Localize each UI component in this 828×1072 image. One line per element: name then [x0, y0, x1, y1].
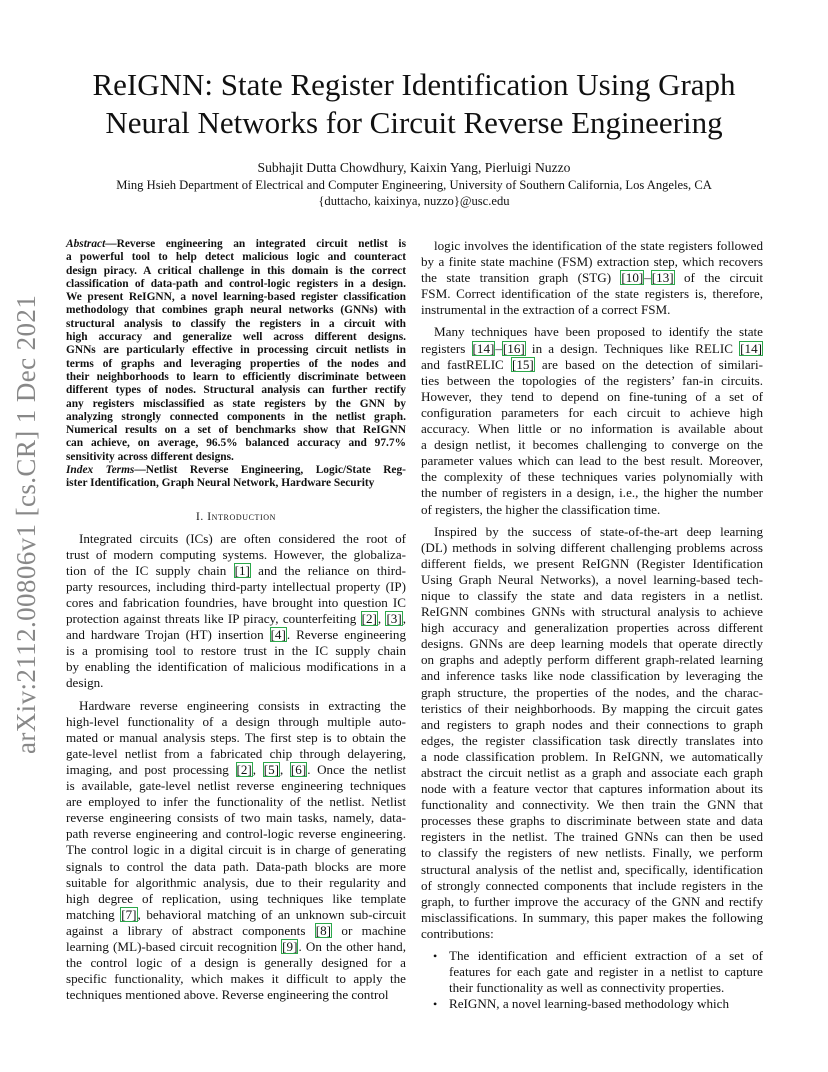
line-text: instrumental in the extraction of a correct FSM. — [421, 302, 671, 318]
line-text: structural analysis to classify the registers in a circuit with — [66, 317, 406, 330]
text-line — [421, 357, 763, 373]
line-text: parameter values which can lead to the best result. Moreover, — [421, 453, 763, 469]
line-text: , — [402, 611, 406, 627]
text-line — [66, 547, 406, 563]
line-text: registers — [421, 340, 472, 356]
text-line — [421, 286, 763, 302]
line-text: high-level functionality of a design through multiple auto- — [66, 713, 406, 729]
text-line — [421, 540, 763, 556]
text-line — [66, 265, 406, 278]
line-text: the number of registers in a design, i.e., the higher the number — [421, 485, 763, 501]
line-text: and inference tasks like node classification by leveraging the — [421, 668, 763, 684]
line-text: a powerful tool to help detect malicious logic and counteract — [66, 251, 406, 264]
text-line — [66, 477, 406, 490]
text-line — [66, 643, 406, 659]
line-text: accuracy. When little or no information is available about — [421, 421, 763, 437]
arxiv-stamp: arXiv:2112.00806v1 [cs.CR] 1 Dec 2021 — [11, 294, 41, 754]
line-text: classification of data-path and control-logic registers in a design. — [66, 277, 406, 290]
line-text: a node classification problem. In ReIGNN, we automatically — [421, 748, 763, 764]
line-text: Integrated circuits (ICs) are often considered the root of — [79, 530, 406, 546]
line-text: mated or manual analysis steps. The first step is to obtain the — [66, 729, 406, 745]
line-text: nique to classify the state and data registers in a netlist. — [421, 587, 763, 603]
line-text: cores and fabrication foundries, have brought into question IC — [66, 595, 406, 611]
text-line — [421, 437, 763, 453]
text-line — [421, 373, 763, 389]
text-line — [66, 939, 406, 955]
line-text: We present ReIGNN, a novel learning-based register classification — [66, 291, 406, 304]
text-line — [421, 910, 763, 926]
line-text: high degree of replication, using techniques like template — [66, 890, 406, 906]
text-line: ReIGNN, a novel learning-based methodology which — [449, 996, 729, 1012]
citation-link[interactable]: [3] — [386, 611, 402, 627]
line-text: methodology that combines graph neural networks (GNNs) with — [66, 304, 406, 317]
line-text: graph, to further improve the accuracy of the GNN and rectify — [421, 893, 763, 909]
line-text: imaging, and post processing — [66, 761, 236, 777]
text-line — [66, 437, 406, 450]
text-line — [66, 531, 406, 547]
text-line — [66, 278, 406, 291]
text-line — [421, 341, 763, 357]
right-column — [421, 238, 763, 1012]
line-text: functionality and connectivity. We then train the GNN that — [421, 797, 763, 813]
line-text: Inspired by the success of state-of-the-art deep learning — [434, 523, 763, 539]
text-line — [421, 238, 763, 254]
text-line — [421, 254, 763, 270]
line-text: Numerical results on a set of benchmarks show that ReIGNN — [66, 424, 406, 437]
text-line — [66, 746, 406, 762]
index-terms-label: Index Terms — [66, 464, 135, 477]
contribution-text — [449, 948, 763, 996]
line-text: (DL) methods in solving different challenging problems across — [421, 539, 763, 555]
line-text: a design netlist, it becomes challenging to converge on the — [421, 437, 763, 453]
text-line — [421, 588, 763, 604]
line-text: Many techniques have been proposed to identify the state — [434, 324, 763, 340]
line-text: registers in the netlist. The trained GNNs can then be used — [421, 829, 763, 845]
line-text: of strongly connected components that include registers in the — [421, 877, 763, 893]
line-text: party resources, including third-party intellectual property (IP) — [66, 578, 406, 594]
bullet-icon: • — [433, 949, 438, 964]
line-text: by enabling the identification of malicious modifications in a — [66, 659, 406, 675]
text-line — [421, 894, 763, 910]
text-line — [421, 453, 763, 469]
text-line — [66, 698, 406, 714]
text-line — [66, 411, 406, 424]
line-text: Using Graph Neural Networks), a novel learning-based tech- — [421, 571, 763, 587]
line-text: gate-level netlist from a fabricated chip through delayering, — [66, 745, 406, 761]
text-line — [66, 730, 406, 746]
author-list: Subhajit Dutta Chowdhury, Kaixin Yang, Pierluigi Nuzzo — [257, 160, 571, 175]
text-line — [66, 987, 406, 1003]
line-text: . On the other hand, — [298, 938, 407, 954]
line-text: techniques mentioned above. Reverse engineering the control — [66, 987, 389, 1003]
text-line — [421, 878, 763, 894]
contribution-item — [421, 948, 763, 996]
text-line — [66, 424, 406, 437]
line-text: teristics of their neighborhoods. By mapping the circuit gates — [421, 700, 763, 716]
text-line — [66, 891, 406, 907]
text-line — [66, 875, 406, 891]
affiliation — [50, 177, 778, 209]
text-line — [421, 389, 763, 405]
title-line-2: Neural Networks for Circuit Reverse Engineering — [105, 105, 723, 140]
text-line — [421, 620, 763, 636]
line-text: design piracy. A critical challenge in this domain is the correct — [66, 264, 406, 277]
text-line — [66, 826, 406, 842]
citation-link[interactable]: [6] — [290, 761, 307, 777]
line-text: is available, gate-level netlist reverse engineering techniques — [66, 778, 406, 794]
line-text: to classify the registers of new netlists. Finally, we perform — [421, 845, 763, 861]
citation-link[interactable]: [13] — [651, 270, 674, 286]
citation-link[interactable]: [14] — [472, 340, 495, 356]
line-text: signals to control the data path. Data-path blocks are more — [66, 858, 406, 874]
line-text: and hardware Trojan (HT) insertion — [66, 627, 270, 643]
line-text: , — [377, 611, 386, 627]
contributions-list — [421, 948, 763, 1012]
text-line: The identification and efficient extraction of a set of — [449, 948, 763, 964]
text-line — [421, 829, 763, 845]
line-text: are based on the detection of similari- — [534, 356, 764, 372]
line-text: design. — [66, 675, 104, 691]
text-line — [66, 627, 406, 643]
affiliation-line: Ming Hsieh Department of Electrical and Computer Engineering, University of Southern California, Los Angeles, CA — [116, 178, 712, 192]
line-text: high accuracy and generalization properties across different — [421, 620, 763, 636]
text-line — [66, 595, 406, 611]
text-line — [66, 344, 406, 357]
text-line — [66, 762, 406, 778]
paper-title — [50, 66, 778, 142]
citation-link[interactable]: [2] — [236, 761, 252, 777]
line-text: different fields, we present ReIGNN (Register Identification — [421, 555, 763, 571]
line-text: specific functionality, which makes it difficult to apply the — [66, 971, 406, 987]
line-text: Hardware reverse engineering consists in extracting the — [79, 697, 406, 713]
citation-link[interactable]: [7] — [121, 906, 137, 922]
line-text: trust of modern computing systems. However, the globaliza- — [66, 546, 406, 562]
text-line — [421, 485, 763, 501]
line-text: —Netlist Reverse Engineering, Logic/State Reg- — [134, 464, 406, 477]
line-text: can achieve, on average, 96.5% balanced accuracy and 97.7% — [66, 437, 406, 450]
line-text: analyzing strongly connected components in the netlist graph. — [66, 410, 406, 423]
text-line — [421, 781, 763, 797]
line-text: edges, the register classification task directly translates into — [421, 732, 763, 748]
line-text: FSM. Correct identification of the state registers is, therefore, — [421, 286, 763, 302]
right-body-text — [421, 238, 763, 942]
citation-link[interactable]: [10] — [621, 270, 644, 286]
text-line — [421, 668, 763, 684]
title-line-1: ReIGNN: State Register Identification Using Graph — [92, 67, 736, 102]
text-line — [421, 502, 763, 518]
line-text: node with a feature vector that captures information about its — [421, 781, 763, 797]
text-line — [421, 524, 763, 540]
line-text: ister Identification, Graph Neural Network, Hardware Security — [66, 477, 375, 490]
line-text: high accuracy and generalize well across different designs. — [66, 331, 406, 344]
line-text: configuration parameters for each circuit to achieve high — [421, 404, 763, 420]
line-text: tion of the IC supply chain — [66, 562, 234, 578]
line-text: , — [252, 761, 263, 777]
text-line — [66, 358, 406, 371]
line-text: , behavioral matching of an unknown sub-circuit — [137, 906, 406, 922]
text-line — [66, 971, 406, 987]
citation-link[interactable]: [8] — [315, 922, 332, 938]
line-text: of registers, the higher the classification time. — [421, 501, 661, 517]
section-heading-introduction — [66, 511, 406, 523]
text-line — [421, 845, 763, 861]
author-emails: {duttacho, kaixinya, nuzzo}@usc.edu — [318, 194, 510, 208]
index-terms — [66, 464, 406, 491]
contribution-item — [421, 996, 763, 1012]
citation-link[interactable]: [16] — [502, 340, 525, 356]
line-text: on graphs and adeptly perform different graph-related learning — [421, 652, 763, 668]
text-line — [66, 563, 406, 579]
text-line — [421, 733, 763, 749]
line-text: —Reverse engineering an integrated circuit netlist is — [105, 238, 406, 250]
text-line — [66, 251, 406, 264]
text-line — [421, 813, 763, 829]
text-line — [66, 810, 406, 826]
text-line — [66, 907, 406, 923]
text-line — [421, 572, 763, 588]
text-line — [66, 923, 406, 939]
line-text: or machine — [332, 922, 406, 938]
line-text: are employed to infer the functionality of the netlist. Netlist — [66, 794, 406, 810]
text-line — [421, 324, 763, 340]
text-line — [66, 451, 406, 464]
text-line — [66, 842, 406, 858]
line-text: is a promising tool to restore trust in the IC supply chain — [66, 643, 406, 659]
text-line — [421, 421, 763, 437]
text-line — [421, 765, 763, 781]
bullet-icon: • — [433, 997, 438, 1012]
text-line — [421, 717, 763, 733]
citation-link[interactable]: [2] — [361, 611, 377, 627]
line-text: by a finite state machine (FSM) extraction step, which recovers — [421, 254, 763, 270]
line-text: misclassifications. In summary, this paper makes the following — [421, 909, 763, 925]
line-text: , — [279, 761, 290, 777]
line-text: ReIGNN combines GNNs with structural analysis to achieve — [421, 604, 763, 620]
line-text: GNNs are particularly effective in processing circuit netlists in — [66, 344, 406, 357]
text-line: their functionality as well as connectivity properties. — [449, 980, 725, 996]
line-text: However, they tend to depend on fine-tuning of a set of — [421, 388, 763, 404]
citation-link[interactable]: [5] — [263, 761, 279, 777]
line-text: terms of graphs and leveraging properties of the nodes and — [66, 357, 406, 370]
text-line — [66, 371, 406, 384]
line-text: – — [495, 340, 502, 356]
text-line — [66, 304, 406, 317]
text-line — [421, 685, 763, 701]
text-line — [421, 926, 763, 942]
line-text: logic involves the identification of the state registers followed — [434, 238, 763, 253]
line-text: in a design. Techniques like RELIC — [525, 340, 740, 356]
text-line — [421, 270, 763, 286]
text-line — [421, 469, 763, 485]
text-line — [66, 579, 406, 595]
text-line — [421, 405, 763, 421]
line-text: reverse engineering consists of two main tasks, namely, data- — [66, 810, 406, 826]
line-text: and fastRELIC — [421, 356, 511, 372]
line-text: suitable for algorithmic analysis, due to their regularity and — [66, 874, 406, 890]
line-text: graph structure, the properties of the nodes, and the charac- — [421, 684, 763, 700]
text-line — [421, 797, 763, 813]
text-line — [66, 859, 406, 875]
line-text: the control logic of a design is generally designed for a — [66, 955, 406, 971]
line-text: any registers misclassified as state registers by the GNN by — [66, 397, 406, 410]
text-line — [421, 701, 763, 717]
citation-link[interactable]: [15] — [511, 356, 534, 372]
line-text: abstract the circuit netlist as a graph and associate each graph — [421, 765, 763, 780]
line-text: – — [644, 270, 651, 286]
line-text: . Reverse engineering — [286, 627, 406, 643]
left-body-text — [66, 531, 406, 1004]
text-line — [66, 794, 406, 810]
abstract — [66, 238, 406, 464]
left-column — [66, 238, 406, 1003]
text-line — [66, 318, 406, 331]
line-text: and the reliance on third- — [250, 562, 406, 578]
text-line — [421, 302, 763, 318]
line-text: processes these graphs to discriminate between state and data — [421, 813, 763, 829]
text-line — [66, 659, 406, 675]
text-line — [421, 604, 763, 620]
line-text: different types of nodes. Structural analysis can further rectify — [66, 384, 406, 397]
text-line — [66, 384, 406, 397]
line-text: designs. GNNs are deep learning models that operate directly — [421, 636, 763, 652]
text-line — [421, 636, 763, 652]
contribution-text — [449, 996, 763, 1012]
text-line — [66, 238, 406, 251]
text-line — [421, 652, 763, 668]
citation-link[interactable]: [4] — [270, 627, 286, 643]
line-text: sensitivity across different designs. — [66, 450, 234, 463]
line-text: of the circuit — [674, 270, 763, 286]
text-line — [421, 556, 763, 572]
text-line — [66, 464, 406, 477]
line-text: the complexity of these techniques varies polynomially with — [421, 469, 763, 485]
text-line — [66, 955, 406, 971]
abstract-label: Abstract — [66, 238, 106, 250]
line-text: and registers to graph nodes and their connections to graph — [421, 716, 763, 732]
text-line — [66, 714, 406, 730]
line-text: structural analysis of the netlist and, specifically, identification — [421, 861, 763, 877]
line-text: against a library of abstract components — [66, 922, 315, 938]
text-line: features for each gate and register in a netlist to capture — [449, 964, 763, 980]
text-line — [66, 778, 406, 794]
line-text: learning (ML)-based circuit recognition — [66, 938, 282, 954]
line-text: their neighborhoods to learn to efficiently discriminate between — [66, 370, 406, 383]
line-text: protection against threats like IP piracy, counterfeiting — [66, 611, 361, 627]
text-line — [421, 749, 763, 765]
text-line — [421, 862, 763, 878]
section-heading-text: I. Introduction — [195, 510, 277, 523]
line-text: matching — [66, 906, 121, 922]
citation-link[interactable]: [1] — [234, 562, 250, 578]
text-line — [66, 611, 406, 627]
text-line — [66, 675, 406, 691]
text-line — [66, 291, 406, 304]
line-text: contributions: — [421, 925, 494, 941]
line-text: The control logic in a digital circuit is in charge of generating — [66, 842, 406, 858]
line-text: . Once the netlist — [307, 761, 407, 777]
line-text: path reverse engineering and control-logic reverse engineering. — [66, 826, 406, 842]
citation-link[interactable]: [14] — [740, 340, 762, 356]
text-line — [66, 398, 406, 411]
line-text: ties between the topologies of the registers’ fan-in circuits. — [421, 372, 763, 388]
citation-link[interactable]: [9] — [282, 938, 298, 954]
text-line — [66, 331, 406, 344]
line-text: the state transition graph (STG) — [421, 270, 621, 286]
